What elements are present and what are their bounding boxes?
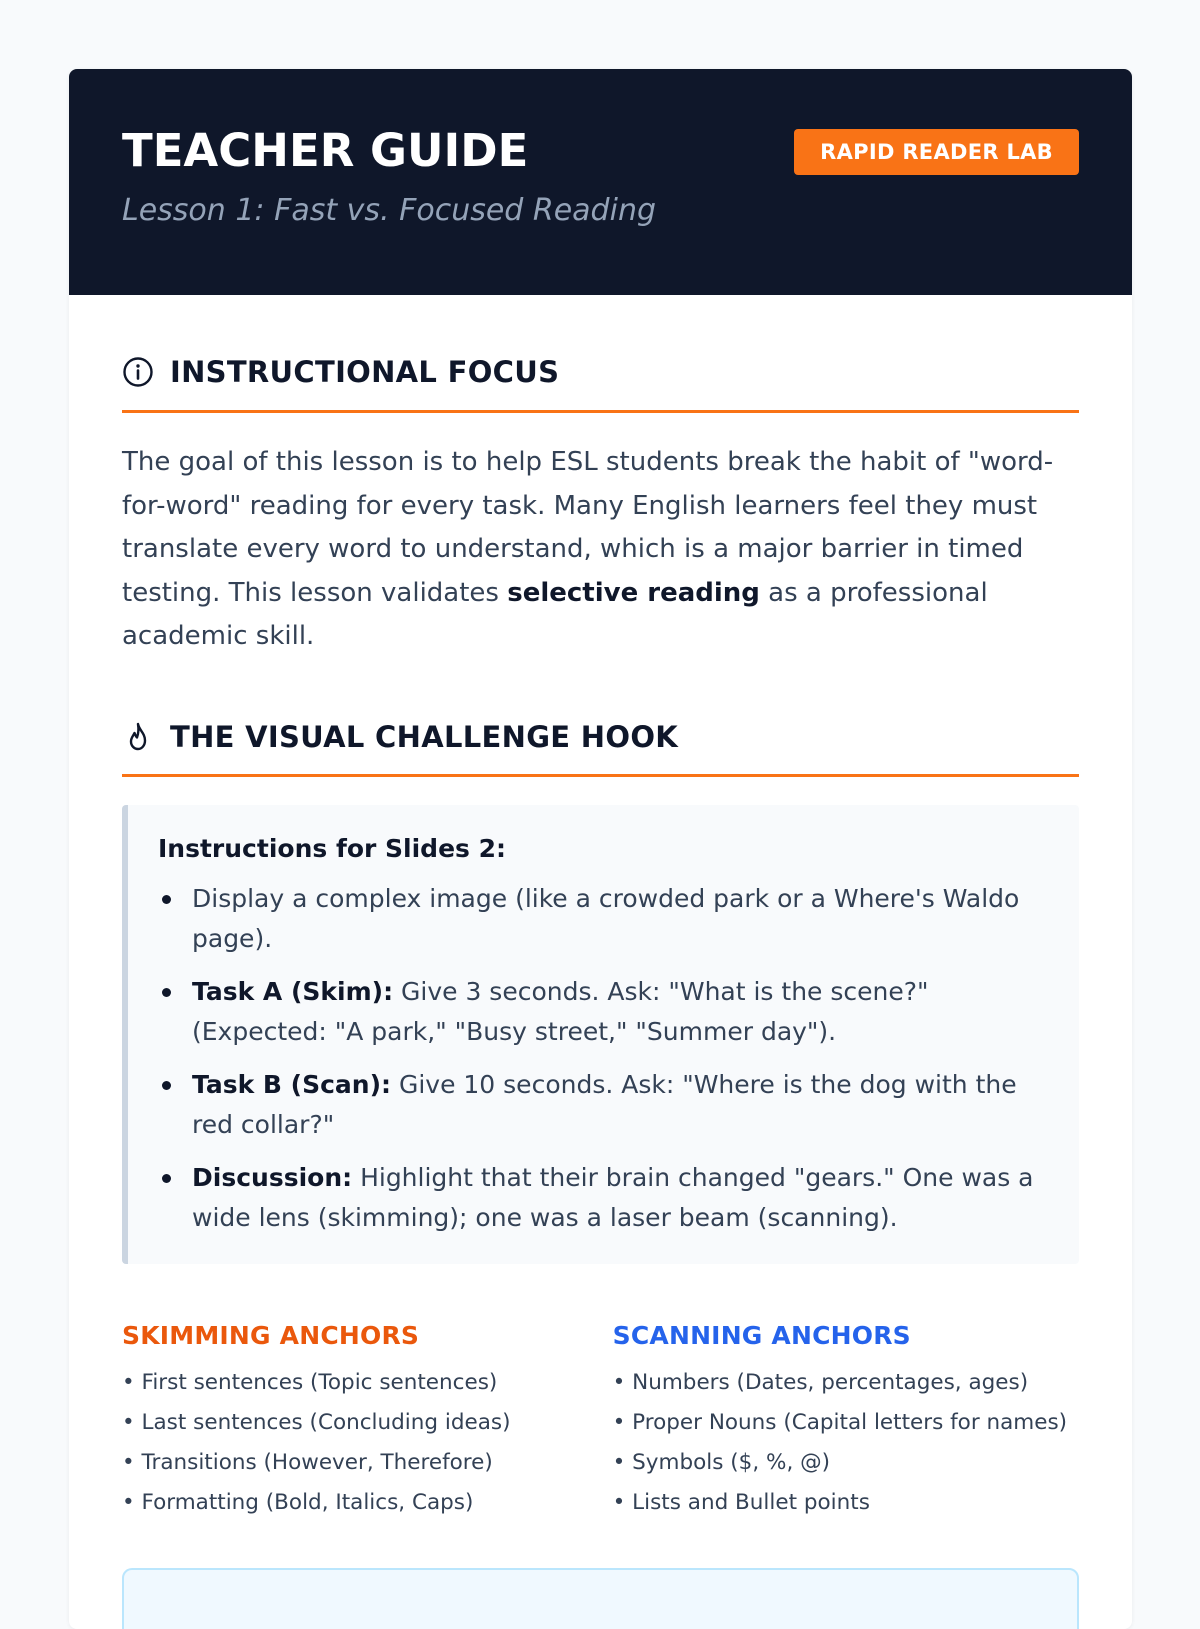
slide-instructions-callout <box>122 805 1079 1264</box>
item-bold: Discussion: <box>192 1163 352 1192</box>
instructional-focus-title: INSTRUCTIONAL FOCUS <box>170 355 559 389</box>
skimming-anchors-title: SKIMMING ANCHORS <box>122 1320 613 1352</box>
list-item <box>158 879 1049 959</box>
challenge-hook-title: THE VISUAL CHALLENGE HOOK <box>170 720 678 754</box>
teacher-guide-card <box>69 69 1132 1629</box>
focus-text-start: The goal of this lesson is to help ESL students break the habit of "word-for-word" reading for every task. Many English learners feel they must translate every word to understand, which is a major barrier in timed testing. This lesson validates <box>122 447 1053 608</box>
item-text: Give 3 seconds. Ask: "What is the scene?" (Expected: "A park," "Busy street," "Summer day"). <box>192 977 929 1046</box>
page-title: TEACHER GUIDE <box>122 125 1079 177</box>
list-item: • First sentences (Topic sentences) <box>122 1366 613 1399</box>
list-item: • Symbols ($, %, @) <box>613 1446 1079 1479</box>
item-text: Highlight that their brain changed "gears." One was a wide lens (skimming); one was a laser beam (scanning). <box>192 1163 1034 1232</box>
callout-title: Instructions for Slides 2: <box>158 833 1049 865</box>
bullet-dot <box>162 988 171 997</box>
list-item: • Lists and Bullet points <box>613 1486 1079 1519</box>
list-item: • Last sentences (Concluding ideas) <box>122 1406 613 1439</box>
list-item <box>158 1065 1049 1145</box>
guide-header <box>69 69 1132 295</box>
bullet-dot <box>162 1174 171 1183</box>
anchor-columns <box>122 1320 1079 1526</box>
item-text: Display a complex image (like a crowded park or a Where's Waldo page). <box>192 884 1019 953</box>
bullet-dot <box>162 1081 171 1090</box>
guide-content <box>69 295 1132 1629</box>
info-circle-icon <box>122 356 154 388</box>
scanning-anchors <box>613 1320 1079 1526</box>
instructional-focus-paragraph <box>122 441 1079 659</box>
item-bold: Task A (Skim): <box>192 977 393 1006</box>
focus-text-bold: selective reading <box>507 578 760 608</box>
list-item: • Formatting (Bold, Italics, Caps) <box>122 1486 613 1519</box>
item-text: Give 10 seconds. Ask: "Where is the dog with the red collar?" <box>192 1070 1017 1139</box>
list-item: • Proper Nouns (Capital letters for names) <box>613 1406 1079 1439</box>
program-badge: RAPID READER LAB <box>794 129 1079 175</box>
focus-text-end: as a professional academic skill. <box>122 578 988 652</box>
skimming-anchors <box>122 1320 613 1526</box>
tip-box <box>122 1568 1079 1629</box>
list-item <box>158 1158 1049 1238</box>
list-item: • Numbers (Dates, percentages, ages) <box>613 1366 1079 1399</box>
instruction-list <box>158 879 1049 1238</box>
bullet-dot <box>162 895 171 904</box>
instructional-focus-heading <box>122 295 1079 413</box>
lesson-subtitle: Lesson 1: Fast vs. Focused Reading <box>122 191 1079 231</box>
flame-icon <box>122 721 154 753</box>
scanning-anchors-title: SCANNING ANCHORS <box>613 1320 1079 1352</box>
list-item <box>158 972 1049 1052</box>
list-item: • Transitions (However, Therefore) <box>122 1446 613 1479</box>
challenge-hook-heading <box>122 659 1079 777</box>
item-bold: Task B (Scan): <box>192 1070 391 1099</box>
